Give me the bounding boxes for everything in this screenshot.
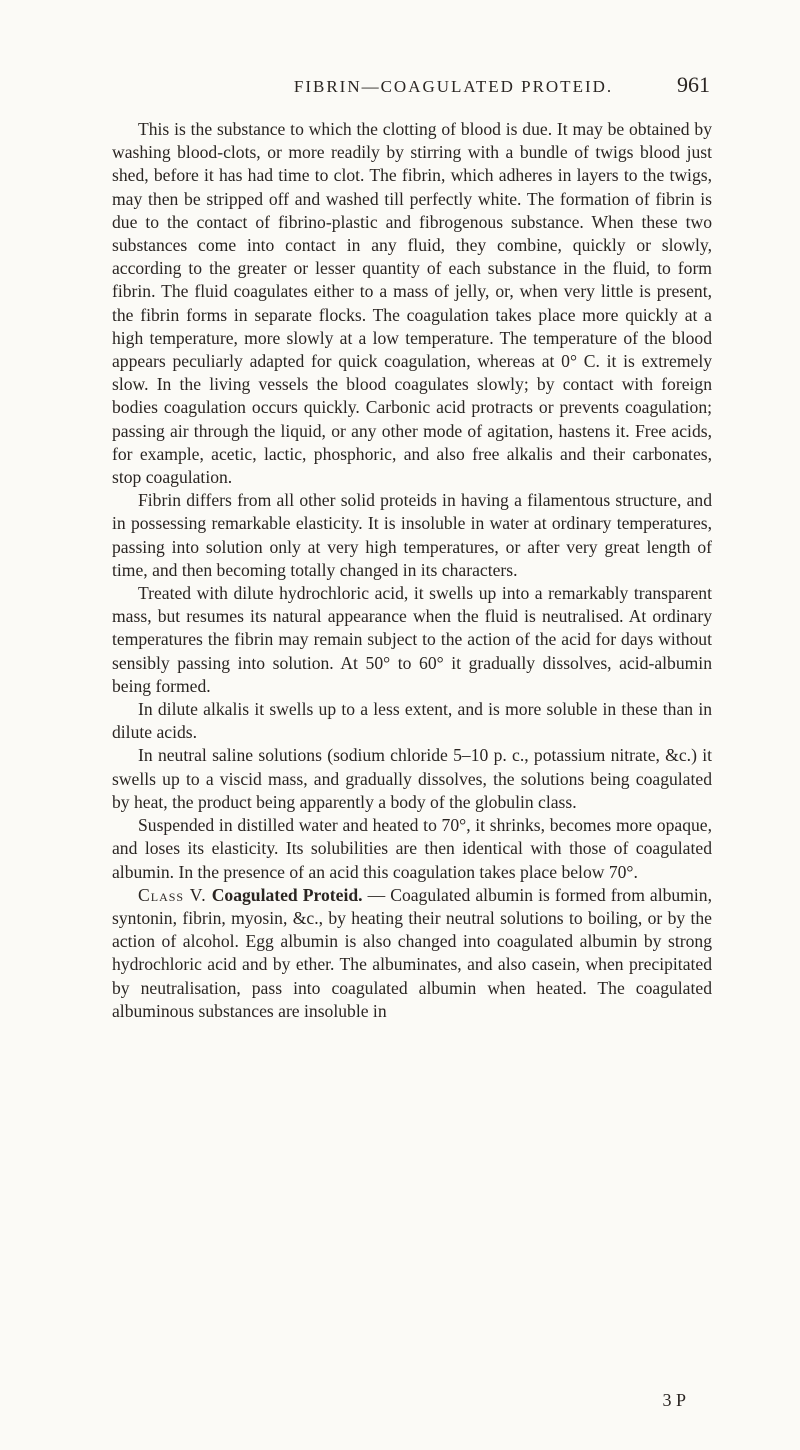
class-text: — Coagulated albumin is formed from albumin, syntonin, fibrin, myosin, &c., by heating their neutral solutions to boiling, or by the action of alcohol. Egg albumin is also changed into coagulated albumin by strong hydrochloric acid and by ether. The albuminates, and also casein, when precipitated by neutralisation, pass into coagulated albumin when heated. The coagulated albuminous substances are insoluble in	[112, 884, 712, 1021]
paragraph-distilled-water: Suspended in distilled water and heated to 70°, it shrinks, becomes more opaque, and loses its elasticity. Its solubilities are then identical with those of coagulated albumin. In the presence of an acid this coagulation takes place below 70°.	[112, 815, 712, 882]
paragraph-fibrin-origin: This is the substance to which the clotting of blood is due. It may be obtained by washing blood-clots, or more readily by stirring with a bundle of twigs blood just shed, before it has had time to clot. The fibrin, which adheres in layers to the twigs, may then be stripped off and washed till perfectly white. The formation of fibrin is due to the contact of fibrino-plastic and fibrogenous substance. When these two substances come into contact in any fluid, they combine, quickly or slowly, according to the greater or lesser quantity of each substance in the fluid, to form fibrin. The fluid coagulates either to a mass of jelly, or, when very little is present, the fibrin forms in separate flocks. The coagulation takes place more quickly at a high temperature, more slowly at a low temperature. The temperature of the blood appears peculiarly adapted for quick coagulation, whereas at 0° C. it is extremely slow. In the living vessels the blood coagulates slowly; by contact with foreign bodies coagulation occurs quickly. Carbonic acid protracts or prevents coagulation; passing air through the liquid, or any other mode of agitation, hastens it. Free acids, for example, acetic, lactic, phosphoric, and also free alkalis and their carbonates, stop coagulation.	[112, 119, 712, 488]
page-header	[170, 72, 710, 98]
body-text	[112, 118, 712, 1023]
paragraph-hydrochloric-acid: Treated with dilute hydrochloric acid, it swells up into a remarkably transparent mass, but resumes its natural appearance when the fluid is neutralised. At ordinary temperatures the fibrin may remain subject to the action of the acid for days without sensibly passing into solution. At 50° to 60° it gradually dissolves, acid-albumin being formed.	[112, 583, 712, 696]
page-number: 961	[677, 72, 710, 97]
running-head: FIBRIN—COAGULATED PROTEID.	[293, 77, 614, 96]
class-label: Class V.	[138, 884, 207, 905]
paragraph-class-v	[112, 884, 712, 1023]
paragraph-saline-solutions: In neutral saline solutions (sodium chloride 5–10 p. c., potassium nitrate, &c.) it swells up to a viscid mass, and gradually dissolves, the solutions being coagulated by heat, the product being apparently a body of the globulin class.	[112, 745, 712, 812]
paragraph-fibrin-structure: Fibrin differs from all other solid proteids in having a filamentous structure, and in possessing remarkable elasticity. It is insoluble in water at ordinary temperatures, passing into solution only at very high temperatures, or after very great length of time, and then becoming totally changed in its characters.	[112, 490, 712, 580]
class-title: Coagulated Proteid.	[211, 884, 363, 905]
signature-mark: 3 P	[662, 1390, 686, 1410]
paragraph-dilute-alkalis: In dilute alkalis it swells up to a less extent, and is more soluble in these than in dilute acids.	[112, 699, 712, 743]
